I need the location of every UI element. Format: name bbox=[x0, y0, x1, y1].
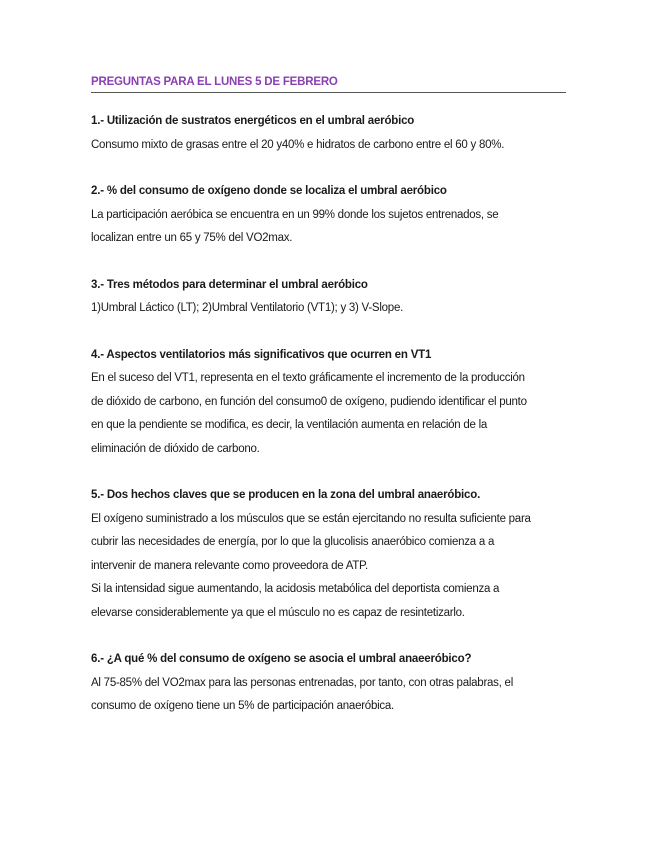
question-6-heading: 6.- ¿A qué % del consumo de oxígeno se asocia el umbral anaeeróbico? bbox=[91, 653, 472, 665]
answer-6-line-1: Al 75-85% del VO2max para las personas entrenadas, por tanto, con otras palabras, el bbox=[91, 676, 514, 689]
question-4 bbox=[91, 344, 566, 462]
question-3-heading: 3.- Tres métodos para determinar el umbral aeróbico bbox=[91, 278, 368, 291]
question-5-heading: 5.- Dos hechos claves que se producen en la zona del umbral anaeróbico. bbox=[91, 489, 481, 501]
document-title: PREGUNTAS PARA EL LUNES 5 DE FEBRERO bbox=[91, 74, 566, 93]
answer-5-line-5: elevarse considerablemente ya que el músculo no es capaz de resintetizarlo. bbox=[91, 606, 465, 619]
answer-4-line-3: en que la pendiente se modifica, es decir, la ventilación aumenta en relación de la bbox=[91, 419, 488, 431]
answer-5-line-2: cubrir las necesidades de energía, por lo que la glucolisis anaeróbico comienza a a bbox=[91, 536, 495, 548]
question-1 bbox=[91, 110, 566, 157]
answer-3-line-1: 1)Umbral Láctico (LT); 2)Umbral Ventilatorio (VT1); y 3) V-Slope. bbox=[91, 302, 404, 314]
answer-2-line-2: localizan entre un 65 y 75% del VO2max. bbox=[91, 232, 293, 244]
question-4-heading: 4.- Aspectos ventilatorios más significativos que ocurren en VT1 bbox=[91, 348, 432, 361]
document-page bbox=[91, 74, 566, 719]
answer-4-line-1: En el suceso del VT1, representa en el texto gráficamente el incremento de la producción bbox=[91, 372, 525, 384]
answer-5-line-3: intervenir de manera relevante como proveedora de ATP. bbox=[91, 559, 368, 572]
answer-5-line-4: Si la intensidad sigue aumentando, la acidosis metabólica del deportista comienza a bbox=[91, 583, 500, 595]
answer-1-line-1: Consumo mixto de grasas entre el 20 y40% e hidratos de carbono entre el 60 y 80%. bbox=[91, 138, 505, 151]
question-1-heading: 1.- Utilización de sustratos energéticos en el umbral aeróbico bbox=[91, 115, 415, 127]
answer-4-line-2: de dióxido de carbono, en función del consumo0 de oxígeno, pudiendo identificar el punto bbox=[91, 395, 527, 408]
question-2-heading: 2.- % del consumo de oxígeno donde se localiza el umbral aeróbico bbox=[91, 185, 447, 197]
question-2 bbox=[91, 180, 566, 251]
question-3 bbox=[91, 274, 566, 321]
answer-5-line-1: El oxígeno suministrado a los músculos que se están ejercitando no resulta suficiente para bbox=[91, 512, 531, 525]
question-5 bbox=[91, 484, 566, 625]
question-6 bbox=[91, 648, 566, 719]
answer-6-line-2: consumo de oxígeno tiene un 5% de participación anaeróbica. bbox=[91, 700, 394, 712]
answer-2-line-1: La participación aeróbica se encuentra en un 99% donde los sujetos entrenados, se bbox=[91, 208, 499, 221]
answer-4-line-4: eliminación de dióxido de carbono. bbox=[91, 442, 260, 455]
